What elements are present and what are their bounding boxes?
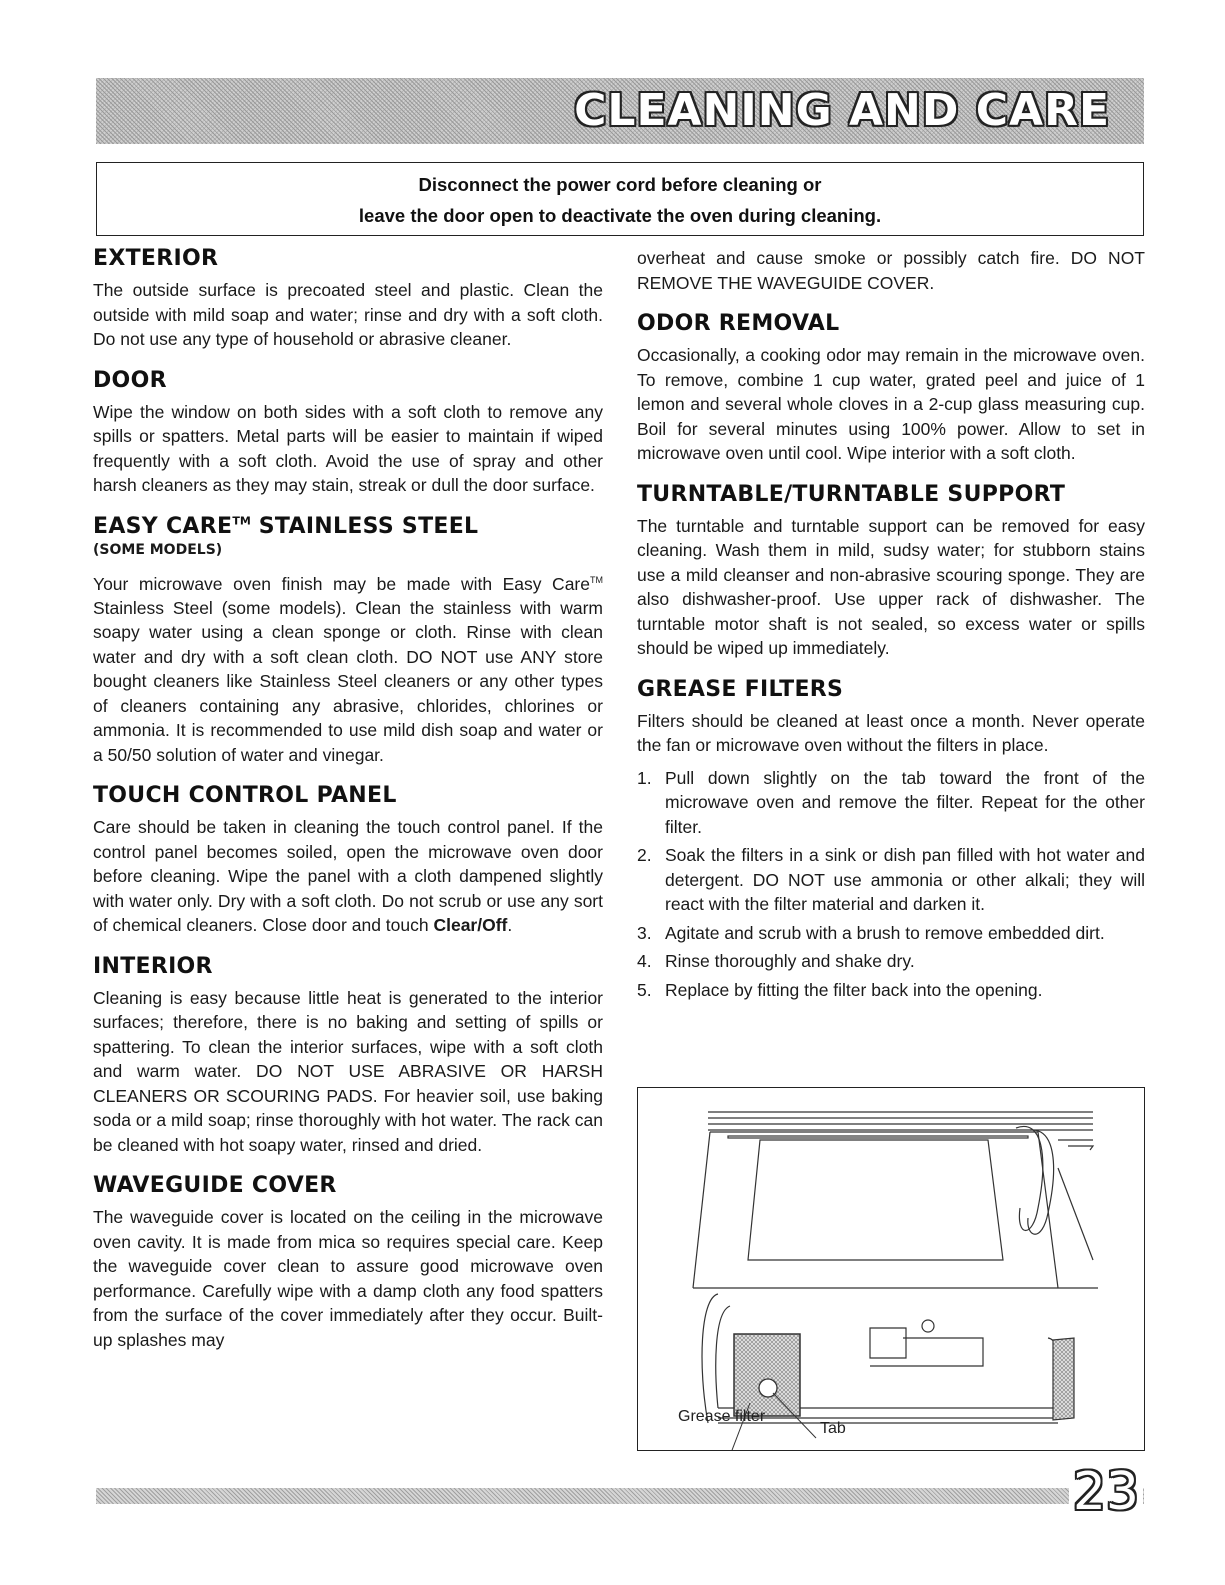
warning-line-1: Disconnect the power cord before cleaning or <box>418 174 822 195</box>
grease-filter-label: Grease filter <box>678 1408 766 1425</box>
step-item <box>637 978 1145 1003</box>
page-number-text: 23 <box>1069 1462 1143 1522</box>
grease-steps <box>637 766 1145 1003</box>
grease-intro: Filters should be cleaned at least once a month. Never operate the fan or microwave oven without the filters in place. <box>637 710 1145 755</box>
door-body: Wipe the window on both sides with a soft cloth to remove any spills or spatters. Metal parts will be easier to maintain if wiped frequently with a soft cloth. Avoid the use of spray and other harsh cleaners as they may stain, streak or dull the door surface. <box>93 401 603 495</box>
exterior-heading: EXTERIOR <box>93 246 219 271</box>
touch-control-body <box>93 815 603 938</box>
easy-care-heading-rest: STAINLESS STEEL <box>250 513 479 539</box>
waveguide-body: The waveguide cover is located on the ceiling in the microwave oven cavity. It is made from mica so requires special care. Keep the waveguide cover clean to assure good microwave oven performance. Carefully wipe with a damp cloth any food spatters from the surface of the cover immediately after they occur. Built-up splashes may <box>93 1207 603 1350</box>
header-band <box>96 78 1144 144</box>
tab-label: Tab <box>820 1420 846 1437</box>
waveguide-body-continued: overheat and cause smoke or possibly catch fire. DO NOT REMOVE THE WAVEGUIDE COVER. <box>637 248 1145 293</box>
interior-body: Cleaning is easy because little heat is generated to the interior surfaces; therefore, there is no baking and setting of spills or spattering. To clean the interior surfaces, wipe with a soft cloth and warm water. DO NOT USE ABRASIVE OR HARSH CLEANERS OR SCOURING PADS. For heavier soil, use baking soda or a mild soap; rinse thoroughly with hot water. The rack can be cleaned with hot soapy water, rinsed and dried. <box>93 987 603 1155</box>
easy-care-body <box>93 568 603 768</box>
easy-care-body-1: Your microwave oven finish may be made with Easy Care <box>93 573 590 594</box>
turntable-body: The turntable and turntable support can be removed for easy cleaning. Wash them in mild, sudsy water; for stubborn stains use a mild cleanser and non-abrasive scouring sponge. They are also dishwasher-proof. Use upper rack of dishwasher. The turntable motor shaft is not sealed, so excess water or spills should be wiped up immediately. <box>637 515 1145 658</box>
grease-heading: GREASE FILTERS <box>637 676 844 702</box>
touch-control-heading: TOUCH CONTROL PANEL <box>93 783 397 809</box>
easy-care-heading <box>93 514 603 539</box>
step-text: Rinse thoroughly and shake dry. <box>665 951 915 971</box>
waveguide-heading: WAVEGUIDE COVER <box>93 1173 337 1199</box>
easy-care-heading-main: EASY CARE <box>93 513 233 539</box>
step-text: Replace by fitting the filter back into the opening. <box>665 979 1043 1000</box>
easy-care-note: (SOME MODELS) <box>93 541 223 558</box>
grease-filter-figure <box>637 1087 1145 1451</box>
trademark-mark: TM <box>232 514 251 528</box>
step-number: 1. <box>637 767 652 788</box>
right-column <box>637 246 1145 1010</box>
warning-box <box>96 162 1144 236</box>
page-title: CLEANING AND CARE <box>574 85 1110 136</box>
step-number: 3. <box>637 922 652 943</box>
microwave-underside-illustration <box>638 1088 1144 1450</box>
page-number <box>1069 1462 1143 1522</box>
step-item <box>637 766 1145 840</box>
odor-body: Occasionally, a cooking odor may remain in the microwave oven. To remove, combine 1 cup water, grated peel and juice of 1 lemon and several whole cloves in a 2-cup glass measuring cup. Boil for several minutes using 100% power. Allow to set in microwave oven until cool. Wipe interior with a soft cloth. <box>637 345 1145 463</box>
step-item <box>637 921 1145 946</box>
exterior-body: The outside surface is precoated steel and plastic. Clean the outside with mild soap and water; rinse and dry with a soft cloth. Do not use any type of household or abrasive cleaner. <box>93 280 603 349</box>
step-item <box>637 949 1145 974</box>
odor-heading: ODOR REMOVAL <box>637 311 840 336</box>
warning-line-2: leave the door open to deactivate the oven during cleaning. <box>358 205 882 226</box>
step-text: Pull down slightly on the tab toward the front of the microwave oven and remove the filter. Repeat for the other filter. <box>665 767 1145 837</box>
footer-band <box>96 1488 1144 1504</box>
trademark-mark: TM <box>590 574 603 585</box>
step-text: Soak the filters in a sink or dish pan filled with hot water and detergent. DO NOT use ammonia or other alkali; they will react with the filter material and darken it. <box>665 845 1145 914</box>
touch-control-body-end: . <box>507 915 513 936</box>
interior-heading: INTERIOR <box>93 953 213 979</box>
step-number: 4. <box>637 951 652 971</box>
clear-off-label: Clear/Off <box>433 915 508 936</box>
left-column <box>93 246 603 1368</box>
step-text: Agitate and scrub with a brush to remove embedded dirt. <box>665 922 1105 943</box>
easy-care-body-2: Stainless Steel (some models). Clean the stainless with warm soapy water using a clean sponge or cloth. Rinse with clean water and dry with a soft clean cloth. DO NOT use ANY store bought cleaners like Stainless Steel cleaners or any other types of cleaners containing any abrasive, chlorides, chlorines or ammonia. It is recommended to use mild dish soap and water or a 50/50 solution of water and vinegar. <box>93 597 603 765</box>
door-heading: DOOR <box>93 367 167 393</box>
step-item <box>637 843 1145 917</box>
touch-control-body-text: Care should be taken in cleaning the touch control panel. If the control panel becomes soiled, open the microwave oven door before cleaning. Wipe the panel with a cloth dampened slightly with water only. Dry with a soft cloth. Do not scrub or use any sort of chemical cleaners. Close door and touch <box>93 817 603 936</box>
step-number: 2. <box>637 845 652 865</box>
step-number: 5. <box>637 979 652 1000</box>
turntable-heading: TURNTABLE/TURNTABLE SUPPORT <box>637 481 1066 507</box>
